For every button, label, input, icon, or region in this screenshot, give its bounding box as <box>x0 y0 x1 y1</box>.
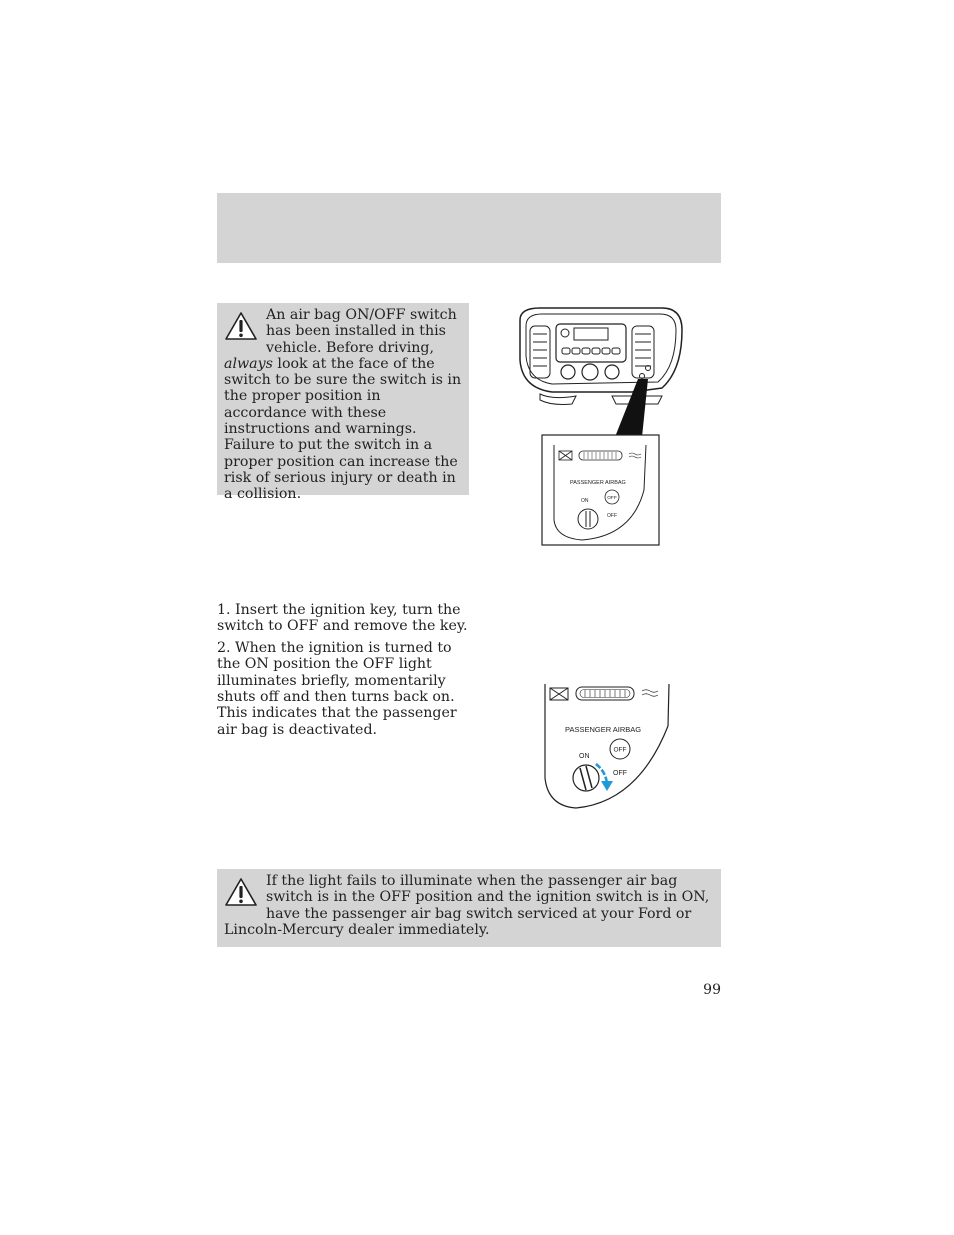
airbag-switch-figure <box>540 680 675 815</box>
fig1-off-label: OFF <box>607 513 617 519</box>
fig2-passenger-airbag-label: PASSENGER AIRBAG <box>565 725 642 734</box>
warning-box-airbag-switch <box>217 303 469 503</box>
warning-2-text: If the light fails to illuminate when the passenger air bag switch is in the OFF position and the ignition switch is in ON, have the passenger air bag switch serviced at your Ford or Lincoln-Mercury dealer immediately. <box>224 873 710 938</box>
airbag-switch-illustration <box>540 680 675 815</box>
fig1-off-light-label: OFF <box>607 496 617 501</box>
fig1-on-label: ON <box>581 498 589 504</box>
page-number: 99 <box>703 982 721 998</box>
instrument-panel-illustration <box>512 300 687 550</box>
warning-text-emphasis: always <box>224 355 273 372</box>
warning-text-start: An air bag ON/OFF switch has been installed in this vehicle. Before driving, <box>266 307 457 356</box>
instruction-steps <box>217 602 473 743</box>
fig1-passenger-airbag-label: PASSENGER AIRBAG <box>570 480 626 486</box>
fig2-off-light-label: OFF <box>613 746 627 754</box>
fig2-on-label: ON <box>579 753 590 760</box>
fig2-off-label: OFF <box>613 770 627 777</box>
section-header-band <box>217 193 721 263</box>
step-1: 1. Insert the ignition key, turn the switch to OFF and remove the key. <box>217 602 468 635</box>
step-2: 2. When the ignition is turned to the ON position the OFF light illuminates briefly, momentarily shuts off and then turns back on. This indicates that the passenger air bag is deactivated. <box>217 640 457 738</box>
warning-text-end: look at the face of the switch to be sure the switch is in the proper position in accordance with these instructions and warnings. Failure to put the switch in a proper position can increase the risk of serious injury or death in a collision. <box>224 355 462 503</box>
instrument-panel-figure <box>512 300 687 550</box>
warning-triangle-icon <box>224 311 258 341</box>
warning-box-light-failure <box>217 869 721 947</box>
warning-triangle-icon <box>224 877 258 907</box>
